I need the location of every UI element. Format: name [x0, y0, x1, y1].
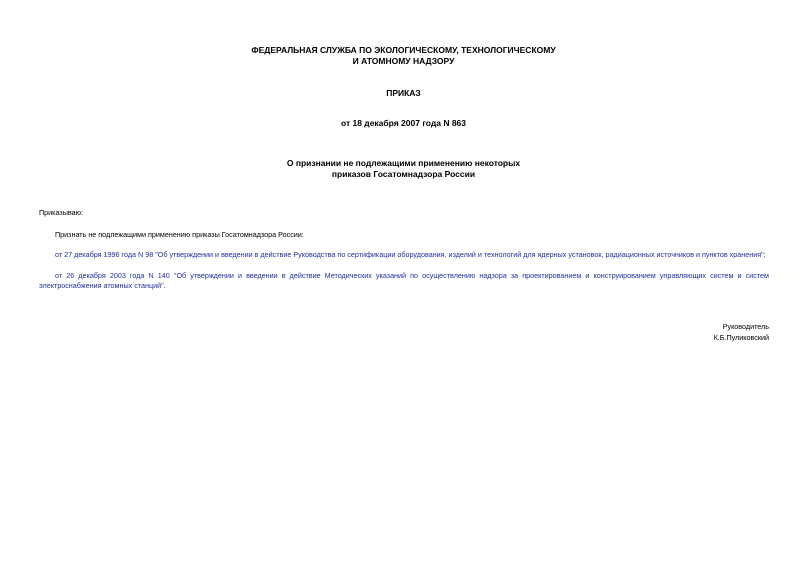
revoked-order-link-2[interactable]: от 26 декабря 2003 года N 140 "Об утверждении и введении в действие Методических указаний по осуществлению надзора за проектированием и конструированием управляющих систем и систем электроснабжения атомных станций". — [39, 271, 769, 290]
signature-role: Руководитель — [722, 322, 769, 331]
order-word: Приказываю: — [39, 208, 83, 217]
agency-name-line-1: ФЕДЕРАЛЬНАЯ СЛУЖБА ПО ЭКОЛОГИЧЕСКОМУ, ТЕХНОЛОГИЧЕСКОМУ — [251, 45, 556, 55]
revoked-order-link-1[interactable]: от 27 декабря 1996 года N 98 "Об утверждении и введении в действие Руководства по сертификации оборудования, изделий и технологий для ядерных установок, радиационных источников и пунктов хранения"; — [55, 250, 766, 259]
agency-name-line-2: И АТОМНОМУ НАДЗОРУ — [352, 56, 455, 66]
document-title-line-2: приказов Госатомнадзора России — [331, 169, 476, 179]
document-title-line-1: О признании не подлежащими применению некоторых — [286, 158, 521, 168]
signature-name: К.Б.Пуликовский — [713, 333, 769, 342]
intro-paragraph: Признать не подлежащими применению приказы Госатомнадзора России: — [55, 230, 304, 239]
document-type: ПРИКАЗ — [386, 88, 421, 98]
document-date: от 18 декабря 2007 года N 863 — [340, 118, 467, 128]
